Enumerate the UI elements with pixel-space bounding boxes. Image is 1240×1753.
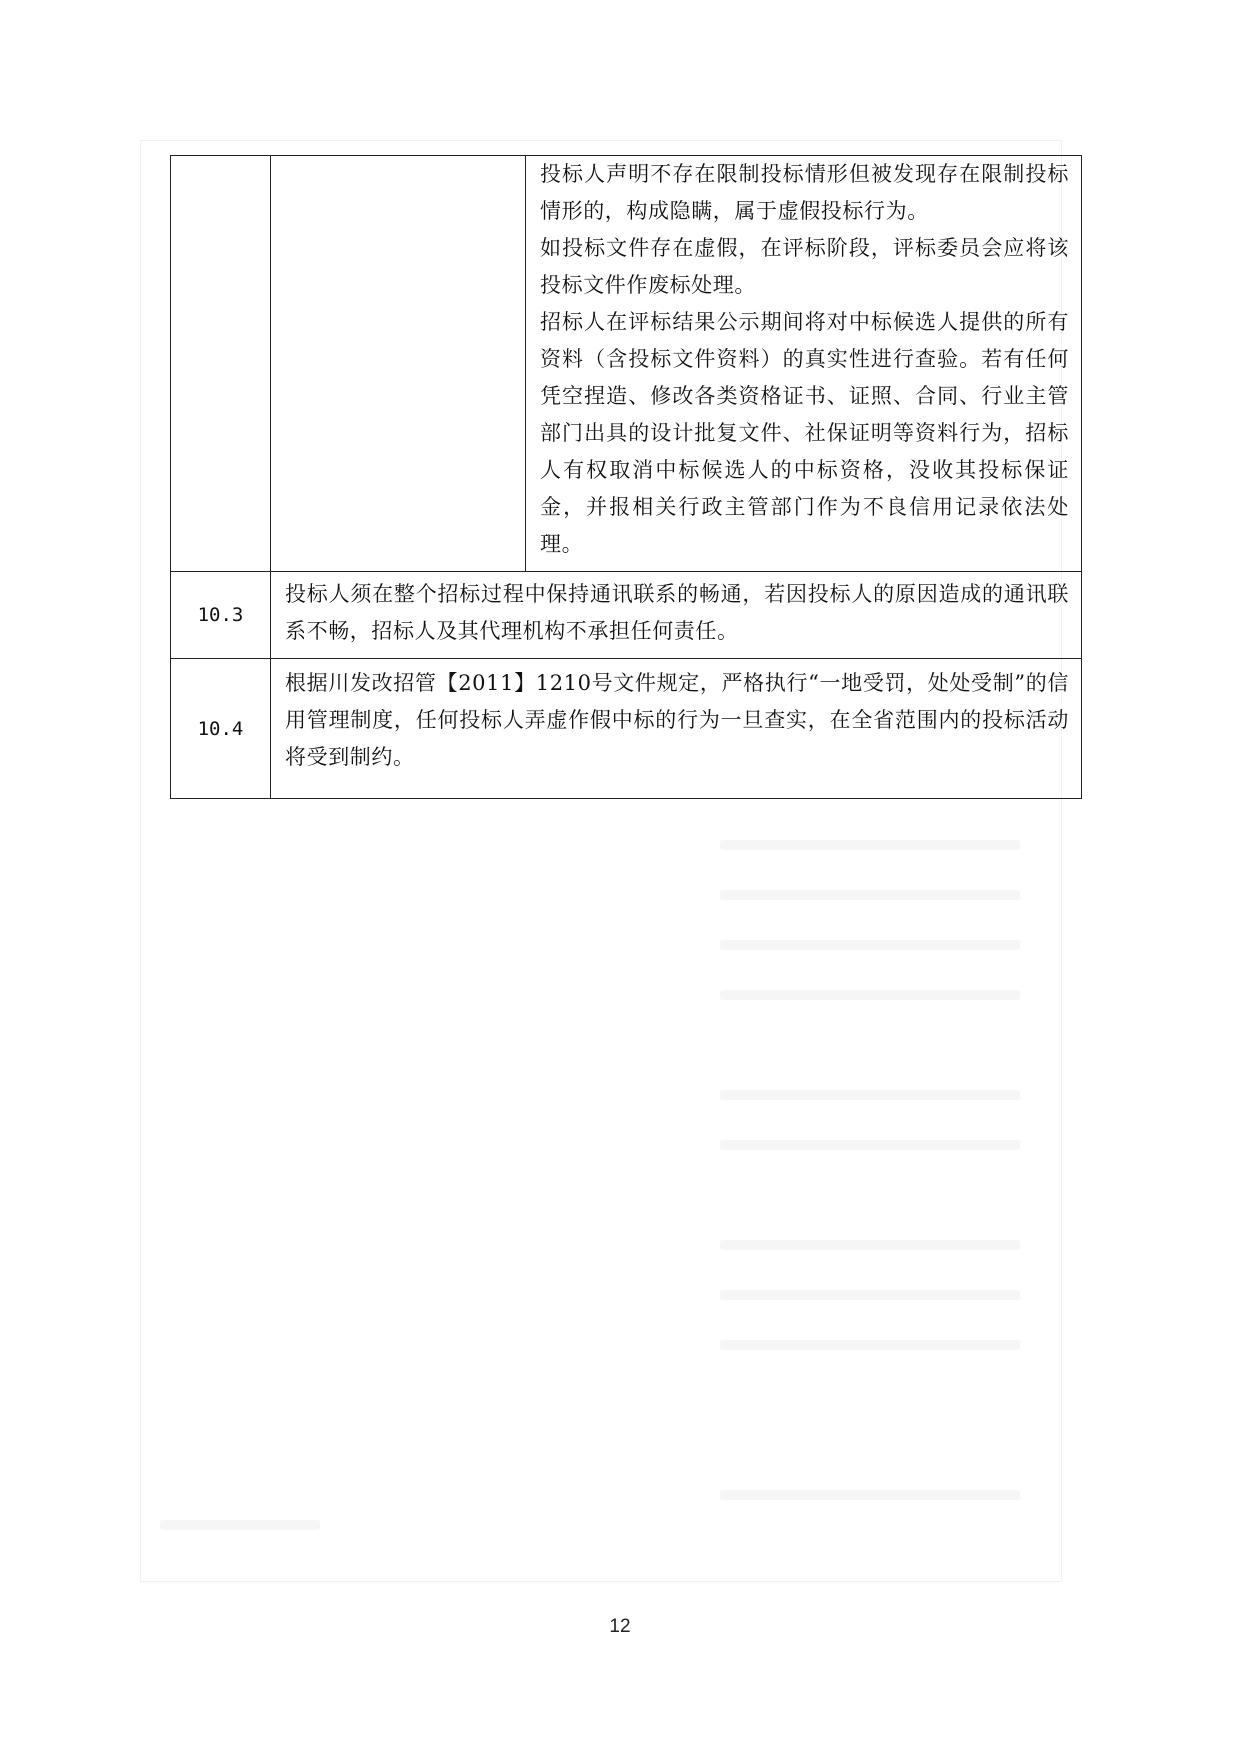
bleed-through-line: [720, 1290, 1020, 1300]
paragraph-false-bid-document: 如投标文件存在虚假，在评标阶段，评标委员会应将该投标文件作废标处理。: [540, 236, 1069, 297]
paragraph-credit-management: 根据川发改招管【2011】1210号文件规定，严格执行“一地受罚，处处受制”的信用管理制度，任何投标人弄虚作假中标的行为一旦查实，在全省范围内的投标活动将受到制约。: [285, 671, 1069, 769]
bleed-through-line: [720, 990, 1020, 1000]
table-row: [171, 156, 1081, 571]
clause-content-cell: [526, 156, 1081, 571]
bleed-through-line: [720, 840, 1020, 850]
clause-number-cell: 10.3: [171, 572, 271, 658]
clause-content-cell: [271, 572, 1081, 658]
clause-number-cell: [171, 156, 271, 571]
clause-item-cell: [271, 156, 526, 571]
bleed-through-line: [720, 940, 1020, 950]
clause-number-cell: 10.4: [171, 659, 271, 798]
page-number: 12: [609, 1616, 631, 1637]
clause-table: [170, 155, 1082, 799]
bleed-through-line: [160, 1520, 320, 1530]
paragraph-communication: 投标人须在整个招标过程中保持通讯联系的畅通，若因投标人的原因造成的通讯联系不畅，招标人及其代理机构不承担任何责任。: [285, 582, 1069, 643]
bleed-through-line: [720, 1240, 1020, 1250]
bleed-through-line: [720, 1090, 1020, 1100]
bleed-through-line: [720, 1140, 1020, 1150]
paragraph-verification: 招标人在评标结果公示期间将对中标候选人提供的所有资料（含投标文件资料）的真实性进行查验。若有任何凭空捏造、修改各类资格证书、证照、合同、行业主管部门出具的设计批复文件、社保证明等资料行为，招标人有权取消中标候选人的中标资格，没收其投标保证金，并报相关行政主管部门作为不良信用记录依法处理。: [540, 310, 1069, 556]
bleed-through-line: [720, 1340, 1020, 1350]
bleed-through-line: [720, 1490, 1020, 1500]
table-row: [171, 571, 1081, 658]
table-row: [171, 658, 1081, 798]
clause-content-cell: [271, 659, 1081, 798]
paragraph-false-declaration: 投标人声明不存在限制投标情形但被发现存在限制投标情形的，构成隐瞒，属于虚假投标行为。: [540, 162, 1069, 223]
bleed-through-line: [720, 890, 1020, 900]
